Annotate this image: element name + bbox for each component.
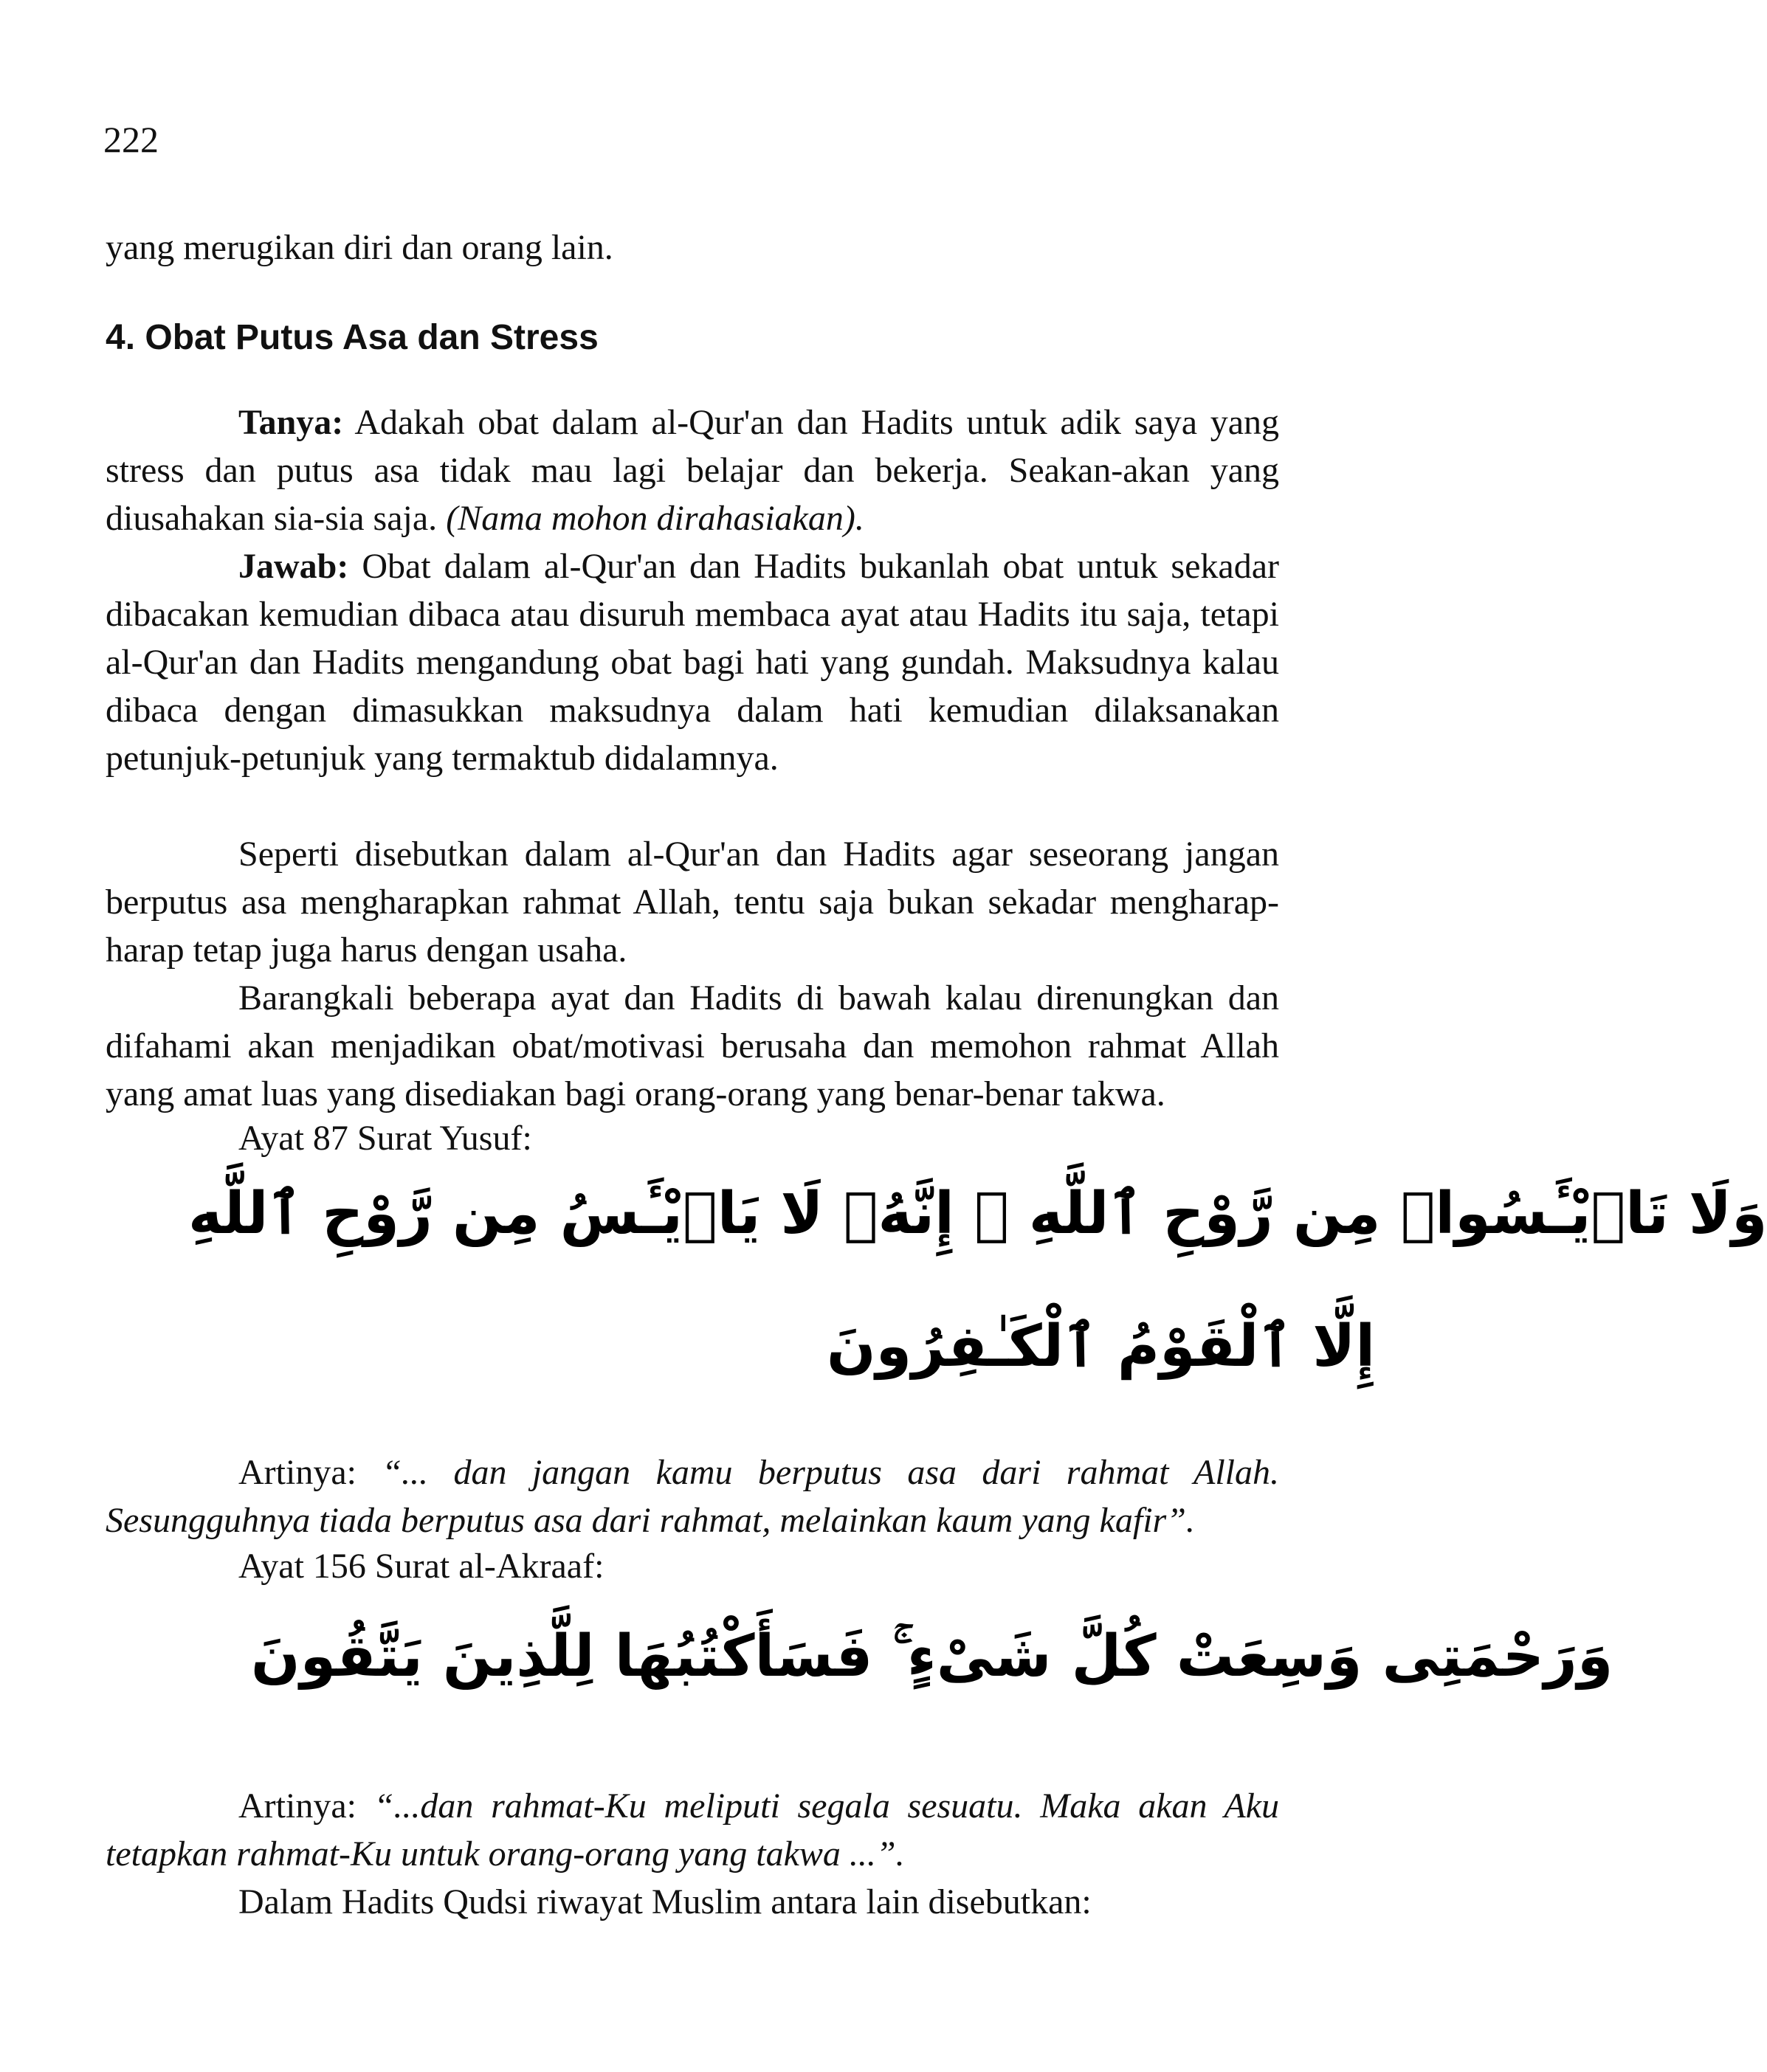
verse2-arabic-line1: وَرَحْمَتِى وَسِعَتْ كُلَّ شَىْءٍ ۚ فَسَأَكْتُبُهَا لِلَّذِينَ يَتَّقُونَ xyxy=(251,1623,1613,1690)
answer-paragraph xyxy=(106,542,1279,782)
paragraph-2: Seperti disebutkan dalam al-Qur'an dan Hadits agar seseorang jangan berputus asa mengharapkan rahmat Allah, tentu saja bukan sekadar mengharap-harap tetap juga harus dengan usaha. xyxy=(106,835,1279,970)
verse2-label: Ayat 156 Surat al-Akraaf: xyxy=(238,1547,604,1586)
question-paragraph xyxy=(106,398,1279,542)
closing-line: Dalam Hadits Qudsi riwayat Muslim antara lain disebutkan: xyxy=(238,1882,1092,1921)
verse1-meaning-label: Artinya: xyxy=(238,1453,356,1492)
verse1-meaning xyxy=(106,1448,1279,1544)
intro-line: yang merugikan diri dan orang lain. xyxy=(106,228,613,267)
verse1-arabic-line2: إِلَّا ٱلْقَوْمُ ٱلْكَـٰفِرُونَ xyxy=(827,1313,1376,1380)
section-heading: 4. Obat Putus Asa dan Stress xyxy=(106,318,599,357)
verse2-meaning xyxy=(106,1782,1279,1878)
question-text: Adakah obat dalam al-Qur'an dan Hadits untuk adik saya yang stress dan putus asa tidak mau lagi belajar dan bekerja. Seakan-akan yang diusahakan sia-sia saja. xyxy=(106,403,1279,538)
answer-text: Obat dalam al-Qur'an dan Hadits bukanlah obat untuk sekadar dibacakan kemudian dibaca atau disuruh membaca ayat atau Hadits itu saja, tetapi al-Qur'an dan Hadits mengandung obat bagi hati yang gundah. Maksudnya kalau dibaca dengan dimasukkan maksudnya dalam hati kemudian dilaksanakan petunjuk-petunjuk yang termaktub didalamnya. xyxy=(106,547,1279,778)
question-note: (Nama mohon dirahasiakan). xyxy=(446,499,864,538)
verse1-arabic-line1: وَلَا تَا۟يْـَٔسُوا۟ مِن رَّوْحِ ٱللَّهِ ۖ إِنَّهُۥ لَا يَا۟يْـَٔسُ مِن رَّوْحِ ٱللَّهِ xyxy=(188,1181,1767,1247)
verse2-meaning-label: Artinya: xyxy=(238,1786,356,1826)
answer-label: Jawab: xyxy=(238,547,349,586)
question-label: Tanya: xyxy=(238,403,344,442)
page-number: 222 xyxy=(103,119,159,160)
verse1-meaning-text: “... dan jangan kamu berputus asa dari rahmat Allah. Sesungguhnya tiada berputus asa dari rahmat, melainkan kaum yang kafir”. xyxy=(106,1453,1279,1540)
verse2-meaning-text: “...dan rahmat-Ku meliputi segala sesuatu. Maka akan Aku tetapkan rahmat-Ku untuk orang-orang yang takwa ...”. xyxy=(106,1786,1279,1874)
paragraph-3: Barangkali beberapa ayat dan Hadits di bawah kalau direnungkan dan difahami akan menjadikan obat/motivasi berusaha dan memohon rahmat Allah yang amat luas yang disediakan bagi orang-orang yang benar-benar takwa. xyxy=(106,978,1279,1113)
verse1-label: Ayat 87 Surat Yusuf: xyxy=(238,1119,532,1158)
